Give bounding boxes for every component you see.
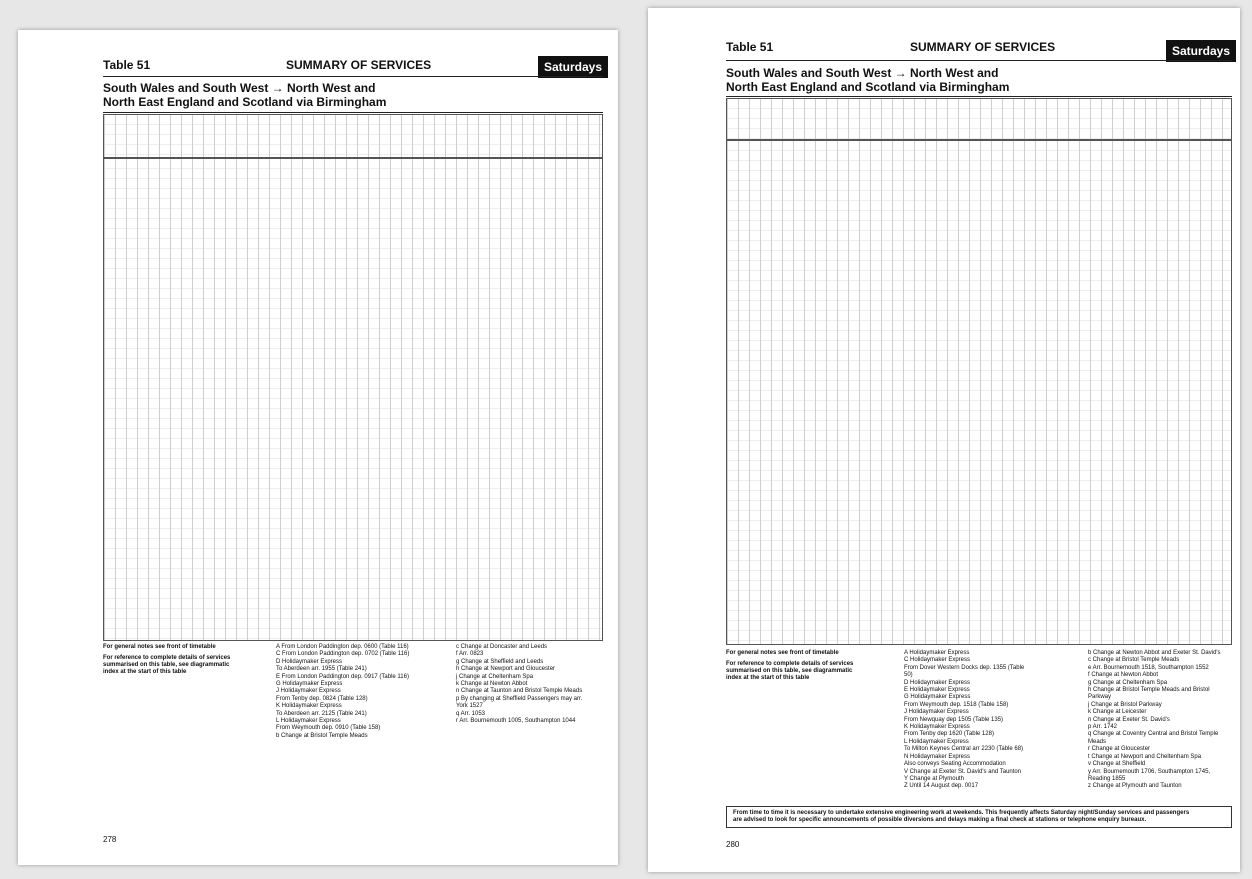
right-page [648,8,1240,872]
note-item: 50) [904,672,913,679]
note-item: From Tenby dep. 0824 (Table 128) [276,695,368,702]
note-item: c Change at Doncaster and Leeds [456,644,548,650]
note-item: g Change at Sheffield and Leeds [456,658,544,665]
note-item: E Holidaymaker Express [904,687,970,694]
note-item: c Change at Bristol Temple Meads [1088,657,1180,664]
note-item: p Arr. 1742 [1088,724,1118,731]
note-item: K Holidaymaker Express [276,703,342,710]
left-page [18,30,618,865]
footer-reference-line2: summarised on this table, see diagrammatic [726,668,853,674]
note-item: G Holidaymaker Express [904,694,971,701]
timetable-grid [726,140,1232,645]
note-item: n Change at Exeter St. David's [1088,716,1170,723]
footer-reference-line1: For reference to complete details of services [103,655,231,661]
timetable-grid [103,158,603,641]
note-item: Parkway [1088,694,1112,701]
note-item: f Arr. 0823 [456,651,484,658]
header-rule [726,60,1232,61]
notes-column-b [456,644,582,725]
note-item: To Aberdeen arr. 2125 (Table 241) [276,710,367,717]
page-number: 280 [726,840,740,849]
note-item: C From London Paddington dep. 0702 (Table 116) [276,651,410,658]
note-item: b Change at Bristol Temple Meads [276,732,368,739]
route-title-line1: South Wales and South West → North West and [726,66,999,80]
notes-column-a [276,644,409,740]
title-rule [726,96,1232,97]
page-number: 278 [103,835,117,844]
note-item: j Change at Cheltenham Spa [456,673,534,680]
note-item: p By changing at Sheffield Passengers may arr. [456,695,583,702]
note-item: j Change at Bristol Parkway [1088,701,1162,708]
notes-column-b [1088,650,1221,791]
note-item: From Newquay dep 1505 (Table 135) [904,716,1004,723]
summary-heading: SUMMARY OF SERVICES [910,40,1056,54]
service-header-grid [103,114,603,158]
table-number: Table 51 [726,40,774,54]
note-item: Z Until 14 August dep. 0017 [904,783,979,790]
note-item: York 1527 [456,703,483,710]
note-item: From Tenby dep 1620 (Table 128) [904,731,994,738]
note-item: k Change at Leicester [1088,709,1147,716]
note-item: k Change at Newton Abbot [456,681,528,688]
footer-reference-line3: index at the start of this table [726,675,810,681]
footer-general-notes: For general notes see front of timetable [726,650,839,656]
note-item: t Change at Newport and Cheltenham Spa [1088,753,1202,760]
note-item: f Change at Newton Abbot [1088,672,1159,679]
note-item: G Holidaymaker Express [276,681,343,688]
note-item: Y Change at Plymouth [904,775,964,782]
note-item: q Arr. 1053 [456,710,486,717]
note-item: K Holidaymaker Express [904,724,970,731]
note-item: J Holidaymaker Express [904,709,969,716]
engineering-notice-line1: From time to time it is necessary to undertake extensive engineering work at weekends. This frequently affects Saturday night/Sunday services and passengers [733,810,1190,816]
note-item: From Weymouth dep. 0910 (Table 158) [276,725,381,732]
note-item: To Aberdeen arr. 1955 (Table 241) [276,666,367,673]
note-item: h Change at Bristol Temple Meads and Bristol [1088,687,1210,694]
table-number: Table 51 [103,58,151,72]
note-item: E From London Paddington dep. 0917 (Table 116) [276,673,409,680]
note-item: From Weymouth dep. 1518 (Table 158) [904,701,1009,708]
note-item: D Holidaymaker Express [904,679,971,686]
note-item: Also conveys Seating Accommodation [904,761,1006,768]
footer-reference-line1: For reference to complete details of services [726,661,854,667]
note-item: Meads [1088,738,1107,745]
note-item: q Change at Coventry Central and Bristol Temple [1088,731,1219,738]
engineering-notice-line2: are advised to look for specific announcements of possible diversions and delays making a final check at stations or telephone enquiry bureaux. [733,817,1147,824]
notes-column-a [904,650,1024,791]
day-badge: Saturdays [1166,40,1236,62]
footer-reference-line2: summarised on this table, see diagrammatic [103,662,230,668]
route-title-line2: North East England and Scotland via Birmingham [103,95,387,109]
note-item: L Holidaymaker Express [276,718,341,725]
note-item: A From London Paddington dep. 0600 (Table 116) [276,644,409,650]
note-item: C Holidaymaker Express [904,657,971,664]
note-item: To Milton Keynes Central arr 2230 (Table 68) [904,746,1024,753]
summary-heading: SUMMARY OF SERVICES [286,58,432,72]
note-item: D Holidaymaker Express [276,658,343,665]
note-item: L Holidaymaker Express [904,738,969,745]
route-title-line1: South Wales and South West → North West and [103,81,376,95]
note-item: v Change at Sheffield [1088,761,1146,768]
header-rule [103,76,603,77]
note-item: Reading 1855 [1088,775,1126,782]
note-item: A Holidaymaker Express [904,650,970,656]
note-item: N Holidaymaker Express [904,753,971,760]
note-item: From Dover Western Docks dep. 1355 (Table [904,664,1025,671]
title-rule [103,112,603,113]
service-header-grid [726,98,1232,140]
footer-general-notes: For general notes see front of timetable [103,644,216,650]
note-item: g Change at Cheltenham Spa [1088,679,1168,686]
note-item: r Arr. Bournemouth 1005, Southampton 1044 [456,718,576,725]
note-item: e Arr. Bournemouth 1518, Southampton 1552 [1088,664,1209,671]
route-title-line2: North East England and Scotland via Birmingham [726,80,1010,94]
day-badge: Saturdays [538,56,608,78]
note-item: V Change at Exeter St. David's and Taunton [904,768,1022,775]
note-item: y Arr. Bournemouth 1706, Southampton 1745, [1088,768,1211,775]
note-item: J Holidaymaker Express [276,688,341,695]
note-item: h Change at Newport and Gloucester [456,666,556,673]
note-item: z Change at Plymouth and Taunton [1088,783,1182,790]
footer-reference-line3: index at the start of this table [103,669,187,675]
note-item: b Change at Newton Abbot and Exeter St. David's [1088,650,1221,656]
engineering-work-notice [726,806,1232,828]
note-item: r Change at Gloucester [1088,746,1151,753]
note-item: n Change at Taunton and Bristol Temple Meads [456,688,583,695]
